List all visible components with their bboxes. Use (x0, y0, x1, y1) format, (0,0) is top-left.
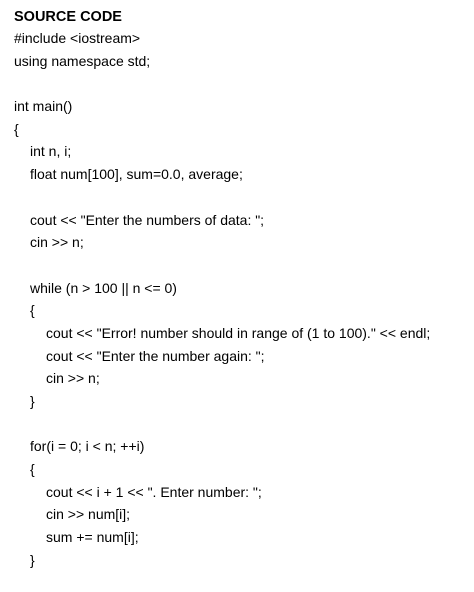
code-line: cout << "Error! number should in range of (1 to 100)." << endl; (46, 324, 431, 341)
code-line: { (30, 302, 35, 319)
code-block (14, 27, 470, 572)
code-line: for(i = 0; i < n; ++i) (30, 438, 145, 455)
document-heading: SOURCE CODE (14, 9, 122, 25)
code-line: cin >> n; (46, 370, 100, 387)
code-line: int n, i; (30, 143, 72, 160)
document (14, 8, 470, 572)
code-line: } (30, 393, 35, 409)
code-line: cout << "Enter the numbers of data: "; (30, 211, 265, 228)
code-line: float num[100], sum=0.0, average; (30, 166, 243, 183)
code-line: { (30, 461, 35, 478)
blank-line (14, 254, 470, 277)
code-line: #include <iostream> (14, 30, 141, 46)
code-line: while (n > 100 || n <= 0) (30, 279, 177, 296)
code-line: cout << "Enter the number again: "; (46, 347, 265, 364)
blank-line (14, 72, 470, 95)
code-line: using namespace std; (14, 52, 151, 69)
blank-line (14, 413, 470, 436)
code-line: int main() (14, 98, 73, 115)
code-line: cin >> num[i]; (46, 506, 131, 523)
code-line: } (30, 551, 35, 568)
code-line: { (14, 120, 19, 137)
code-line: cout << i + 1 << ". Enter number: "; (46, 483, 262, 500)
code-line: cin >> n; (30, 234, 84, 251)
code-line: sum += num[i]; (46, 529, 139, 546)
blank-line (14, 186, 470, 209)
